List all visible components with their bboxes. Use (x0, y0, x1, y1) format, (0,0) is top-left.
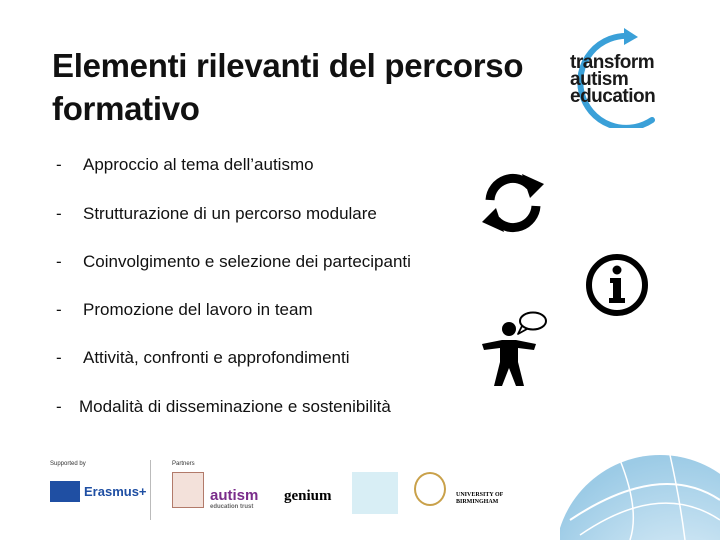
footer-divider (150, 460, 151, 520)
partner-genium: genium (284, 488, 332, 504)
partner-logo-icon (172, 472, 204, 508)
erasmus-logo: Erasmus+ (50, 481, 146, 503)
info-icon (584, 253, 650, 317)
title-line-1: Elementi rilevanti del percorso (52, 47, 524, 84)
partner-autism-education-trust: autism education trust (210, 487, 259, 510)
partner-ufficio-scolastico-icon (352, 472, 398, 514)
title-line-2: formativo (52, 90, 200, 127)
partner-cattolica-seal-icon (414, 472, 446, 506)
partners-label: Partners (172, 461, 195, 467)
speaking-person-icon (478, 310, 550, 390)
globe-icon (560, 440, 720, 540)
eu-flag-icon (50, 481, 80, 502)
refresh-icon (478, 170, 548, 236)
partner-university-birmingham: UNIVERSITY OF BIRMINGHAM (456, 492, 504, 505)
logo-text: transform autism education (570, 52, 656, 107)
slide-title (52, 44, 552, 130)
supported-by-label: Supported by (50, 461, 86, 467)
